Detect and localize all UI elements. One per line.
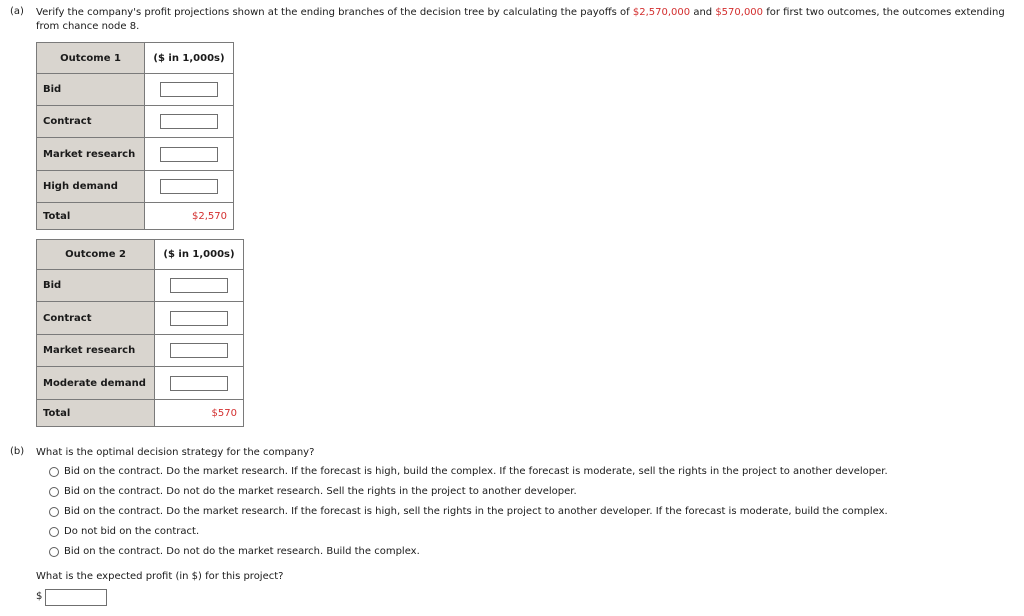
outcome-1-contract-input[interactable] [160, 114, 218, 129]
outcome-2-row-label: Bid [37, 270, 155, 302]
outcome-1-market-research-input[interactable] [160, 147, 218, 162]
strategy-option-label: Bid on the contract. Do not do the market research. Sell the rights in the project to another developer. [64, 486, 577, 497]
outcome-1-table [36, 42, 234, 230]
outcome-1-row-label: Market research [37, 138, 145, 171]
outcome-1-row-label: Bid [37, 74, 145, 106]
part-a-question [36, 6, 1021, 34]
strategy-option[interactable] [49, 485, 577, 499]
radio-button[interactable] [49, 527, 59, 537]
outcome-1-total-value: $2,570 [145, 203, 234, 230]
outcome-2-row-label: Contract [37, 302, 155, 335]
outcome-2-title: Outcome 2 [37, 240, 155, 270]
radio-button[interactable] [49, 507, 59, 517]
strategy-option-label: Bid on the contract. Do not do the market research. Build the complex. [64, 546, 420, 557]
outcome-2-market-research-input[interactable] [170, 343, 228, 358]
outcome-1-row-label: Contract [37, 106, 145, 138]
outcome-2-row-label: Market research [37, 335, 155, 367]
outcome-1-high-demand-input[interactable] [160, 179, 218, 194]
radio-button[interactable] [49, 547, 59, 557]
payoff-amount-2: $570,000 [715, 7, 764, 18]
part-a-label: (a) [10, 6, 24, 17]
outcome-2-total-value: $570 [155, 400, 244, 427]
part-a-text-mid: and [690, 7, 716, 18]
strategy-option[interactable] [49, 545, 420, 559]
outcome-2-unit-header: ($ in 1,000s) [155, 240, 244, 270]
outcome-1-title: Outcome 1 [37, 43, 145, 74]
strategy-option[interactable] [49, 465, 888, 479]
part-a-text-after: for first two outcomes, the outcomes extending from chance node 8. [36, 7, 1005, 32]
expected-profit-input[interactable] [45, 589, 107, 606]
outcome-2-row-label: Moderate demand [37, 367, 155, 400]
strategy-option-label: Bid on the contract. Do the market research. If the forecast is high, build the complex. If the forecast is moderate, sell the rights in the project to another developer. [64, 466, 888, 477]
currency-symbol: $ [36, 591, 43, 602]
expected-profit-question: What is the expected profit (in $) for this project? [36, 571, 284, 582]
outcome-2-total-label: Total [37, 400, 155, 427]
outcome-2-moderate-demand-input[interactable] [170, 376, 228, 391]
part-b-question: What is the optimal decision strategy for the company? [36, 447, 315, 458]
payoff-amount-1: $2,570,000 [632, 7, 691, 18]
strategy-option-label: Bid on the contract. Do the market research. If the forecast is high, sell the rights in the project to another developer. If the forecast is moderate, build the complex. [64, 506, 888, 517]
strategy-option[interactable] [49, 505, 888, 519]
strategy-option[interactable] [49, 525, 199, 539]
part-b-label: (b) [10, 446, 25, 457]
outcome-1-bid-input[interactable] [160, 82, 218, 97]
outcome-1-row-label: High demand [37, 171, 145, 203]
outcome-2-table [36, 239, 244, 427]
strategy-option-label: Do not bid on the contract. [64, 526, 200, 537]
outcome-2-bid-input[interactable] [170, 278, 228, 293]
part-a-text-before: Verify the company's profit projections shown at the ending branches of the decision tree by calculating the payoffs of [36, 7, 633, 18]
radio-button[interactable] [49, 487, 59, 497]
outcome-1-unit-header: ($ in 1,000s) [145, 43, 234, 74]
radio-button[interactable] [49, 467, 59, 477]
outcome-1-total-label: Total [37, 203, 145, 230]
outcome-2-contract-input[interactable] [170, 311, 228, 326]
